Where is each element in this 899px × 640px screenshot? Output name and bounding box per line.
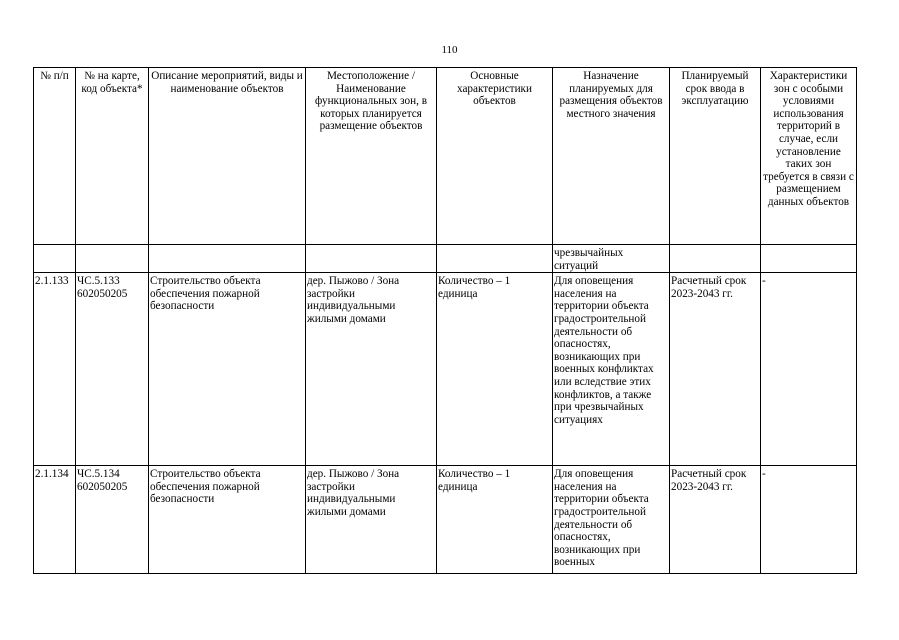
cell-location: дер. Пыжово / Зона застройки индивидуальными жилыми домами [306,273,437,466]
table-row [34,466,857,574]
object-kind-code: 602050205 [77,480,128,493]
cell-term [670,273,761,466]
header-map-code: № на карте, код объекта* [76,68,149,245]
object-code: ЧС.5.133 [77,275,120,288]
page-number: 110 [441,44,458,56]
cell-characteristics: Количество – 1 единица [437,466,553,574]
cell-purpose: Для оповещения населения на территории объекта градостроительной деятельности об опасностях, возникающих при военных [553,466,670,574]
header-characteristics: Основные характеристики объектов [437,68,553,245]
cell-map-code [76,466,149,574]
cell-term [670,466,761,574]
cell-purpose: чрезвычайных ситуаций [553,245,670,273]
object-code: ЧС.5.134 [77,468,120,481]
cell-number: 2.1.134 [34,466,76,574]
cell-description: Строительство объекта обеспечения пожарной безопасности [149,273,306,466]
term-label: Расчетный срок [671,275,747,288]
cell-number: 2.1.133 [34,273,76,466]
header-description: Описание мероприятий, виды и наименование объектов [149,68,306,245]
table-header-row [34,68,857,245]
cell-zones: - [761,466,857,574]
table-row [34,273,857,466]
term-years: 2023-2043 гг. [671,287,733,300]
planned-objects-table [33,67,857,574]
cell-location: дер. Пыжово / Зона застройки индивидуальными жилыми домами [306,466,437,574]
cell-characteristics: Количество – 1 единица [437,273,553,466]
cell-map-code [76,273,149,466]
object-kind-code: 602050205 [77,287,128,300]
header-term: Планируемый срок ввода в эксплуатацию [670,68,761,245]
header-zones: Характеристики зон с особыми условиями использования территорий в случае, если установление таких зон требуется в связи с размещением данных объектов [761,68,857,245]
term-years: 2023-2043 гг. [671,480,733,493]
cell-zones: - [761,273,857,466]
cell-description: Строительство объекта обеспечения пожарной безопасности [149,466,306,574]
header-purpose: Назначение планируемых для размещения объектов местного значения [553,68,670,245]
term-label: Расчетный срок [671,468,747,481]
table-row-continuation [34,245,857,273]
header-number: № п/п [34,68,76,245]
cell-purpose: Для оповещения населения на территории объекта градостроительной деятельности об опасностях, возникающих при военных конфликтах или вследствие этих конфликтов, а также при чрезвычайных ситуациях [553,273,670,466]
header-location: Местоположение / Наименование функциональных зон, в которых планируется размещение объектов [306,68,437,245]
